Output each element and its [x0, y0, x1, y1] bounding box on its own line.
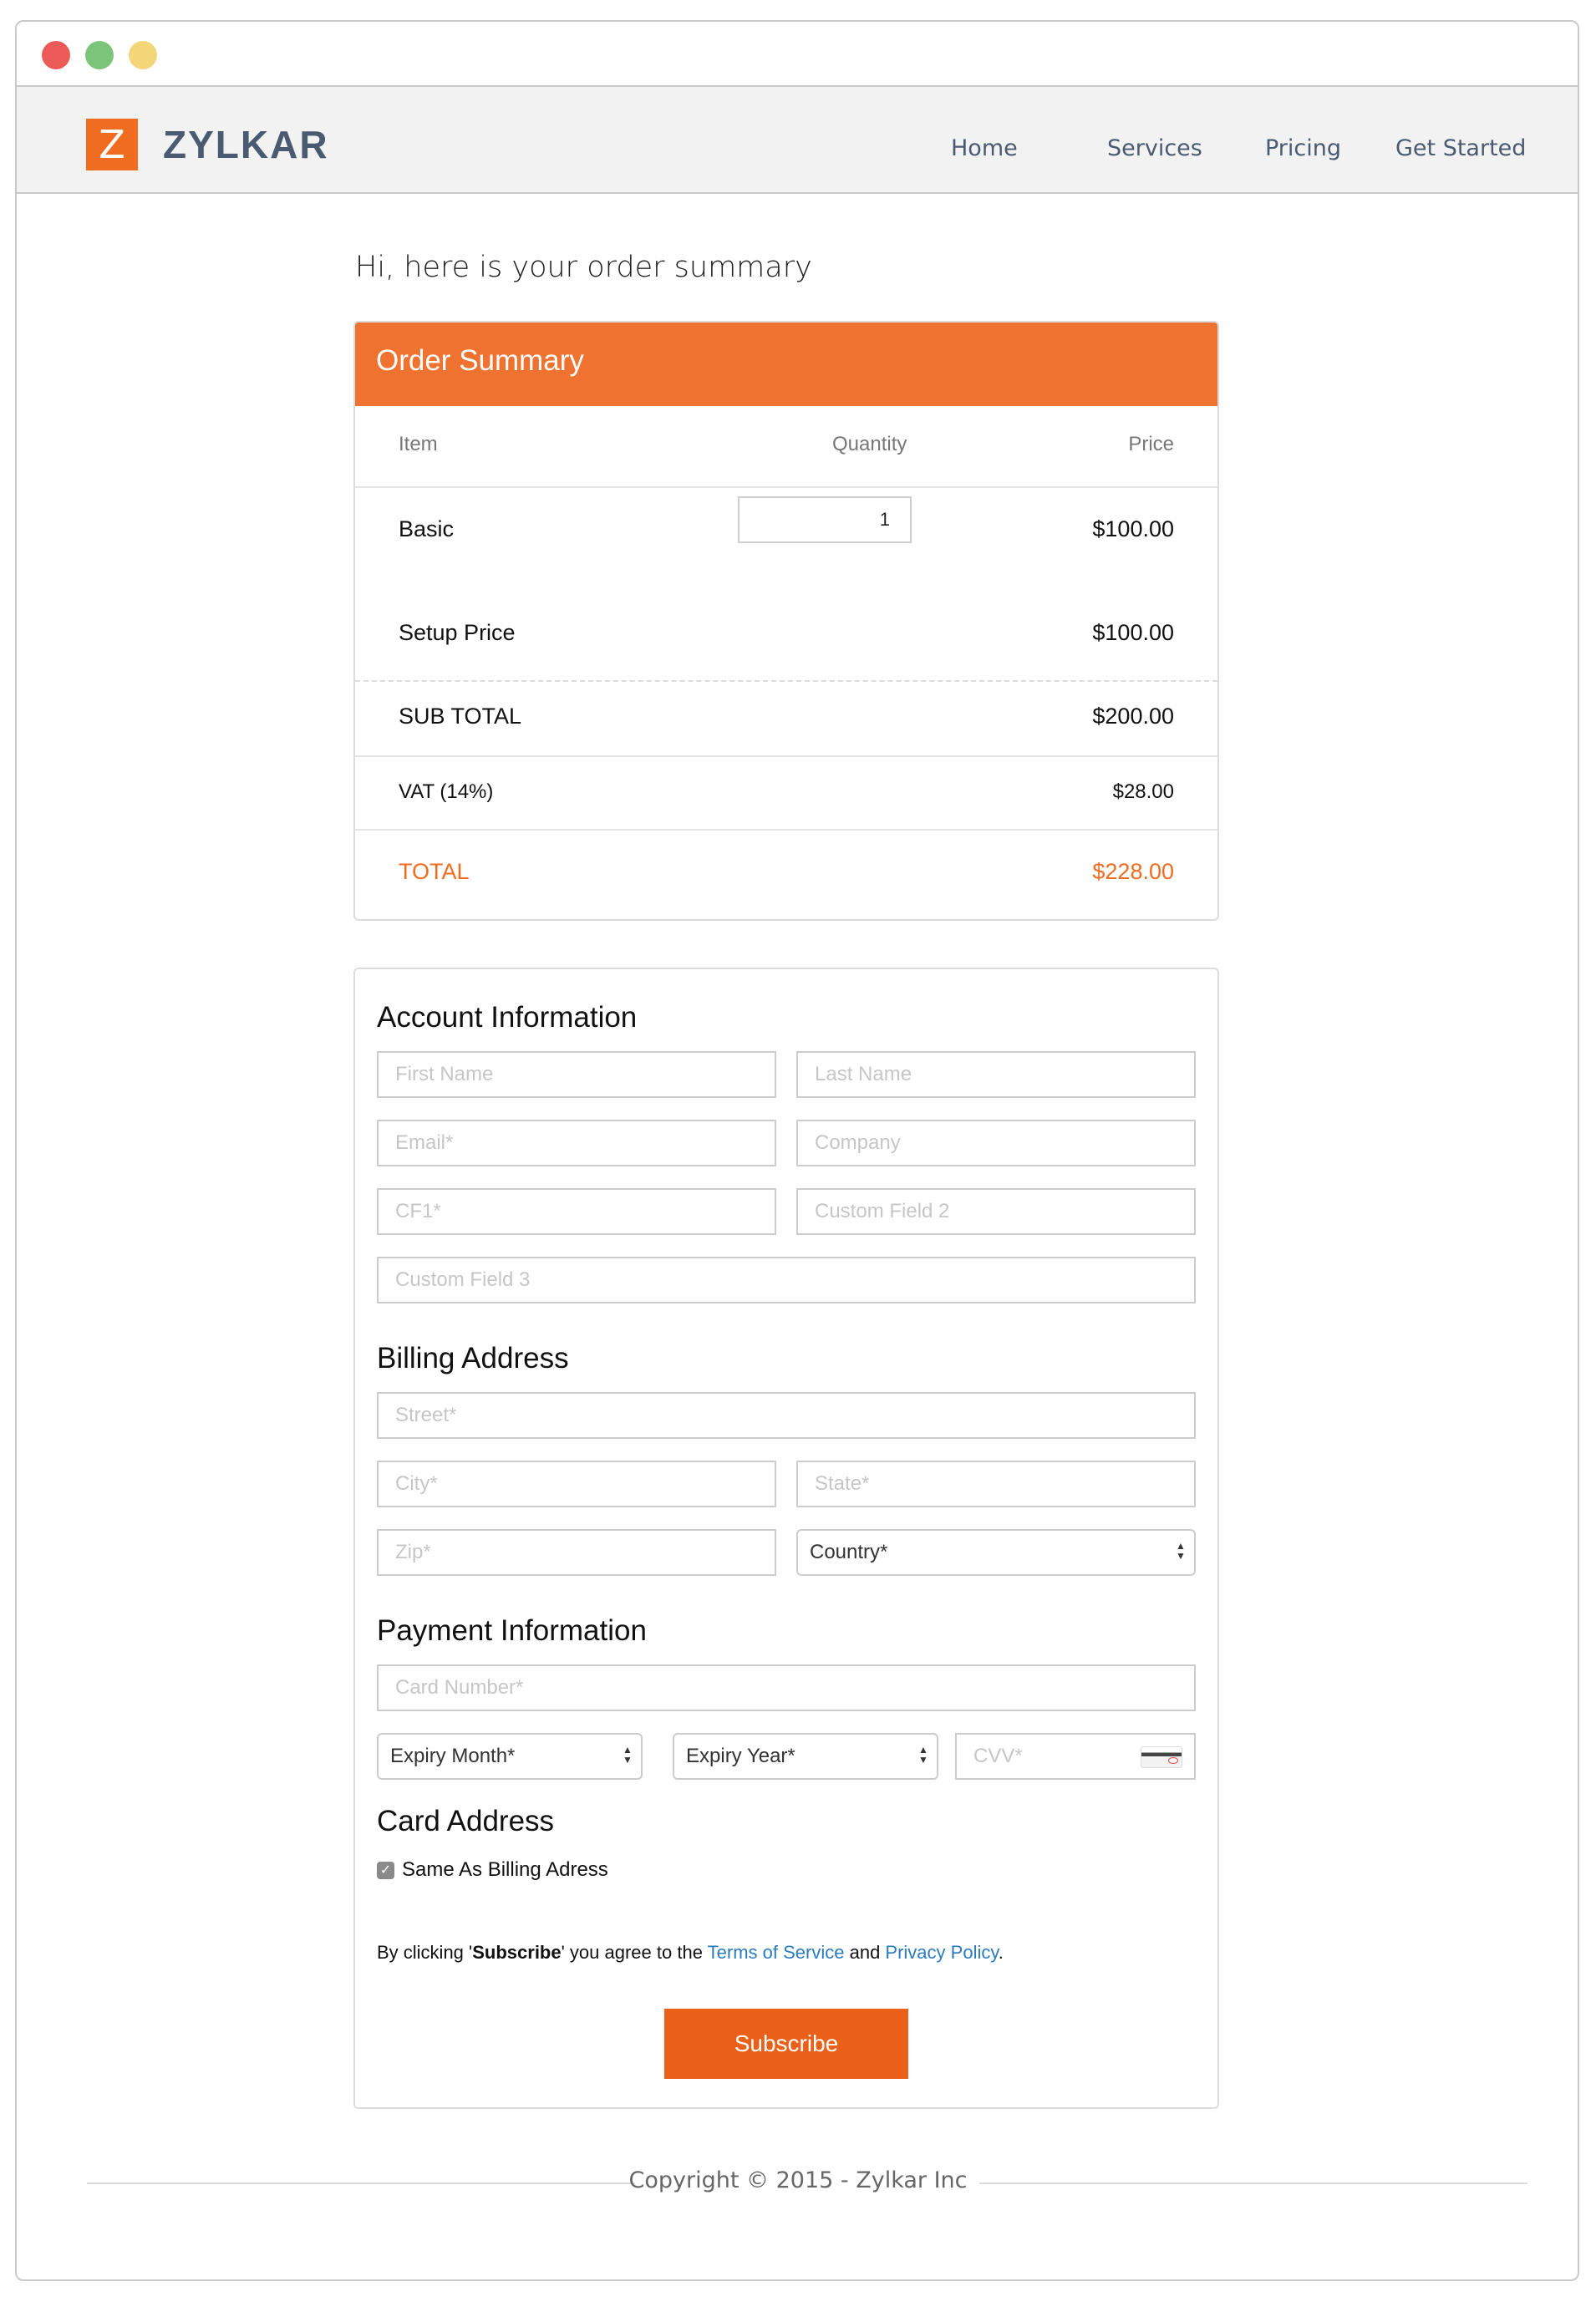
divider — [355, 829, 1217, 831]
subscribe-button[interactable]: Subscribe — [664, 2009, 908, 2079]
zip-field[interactable]: Zip* — [377, 1529, 776, 1576]
nav-home[interactable]: Home — [951, 135, 1018, 161]
select-arrows-icon: ▲ ▼ — [1176, 1540, 1186, 1562]
brand-name[interactable]: ZYLKAR — [163, 123, 329, 166]
maximize-window-button[interactable] — [85, 41, 114, 69]
first-name-field[interactable]: First Name — [377, 1051, 776, 1098]
divider — [355, 755, 1217, 757]
nav-services[interactable]: Services — [1107, 135, 1202, 161]
company-field[interactable]: Company — [796, 1120, 1196, 1166]
expiry-month-select[interactable] — [377, 1733, 643, 1780]
cvv-placeholder: CVV* — [973, 1745, 1023, 1767]
copyright-text: Copyright © 2015 - Zylkar Inc — [628, 2167, 968, 2193]
terms-notice — [377, 1942, 1004, 1964]
cvv-field[interactable] — [955, 1733, 1196, 1780]
terms-and: and — [844, 1942, 886, 1963]
terms-of-service-link[interactable]: Terms of Service — [707, 1942, 845, 1963]
state-field[interactable]: State* — [796, 1461, 1196, 1507]
dashed-divider — [355, 680, 1217, 682]
email-field[interactable]: Email* — [377, 1120, 776, 1166]
line-item-name: Basic — [399, 516, 455, 541]
expiry-year-value: Expiry Year* — [686, 1745, 795, 1767]
terms-suffix: . — [998, 1942, 1004, 1963]
card-address-title: Card Address — [377, 1805, 555, 1837]
terms-prefix: By clicking ' — [377, 1942, 473, 1963]
window-titlebar — [17, 22, 1578, 85]
expiry-year-select[interactable] — [673, 1733, 938, 1780]
select-arrows-icon: ▲ ▼ — [623, 1744, 633, 1766]
checkout-form-card — [353, 968, 1219, 2109]
terms-subscribe-word: Subscribe — [472, 1942, 562, 1963]
close-window-button[interactable] — [42, 41, 70, 69]
privacy-policy-link[interactable]: Privacy Policy — [885, 1942, 999, 1963]
custom-field-2[interactable]: Custom Field 2 — [796, 1188, 1196, 1235]
setup-price-value: $100.00 — [1092, 620, 1174, 645]
setup-price-label: Setup Price — [399, 620, 516, 645]
page-greeting: Hi, here is your order summary — [355, 251, 812, 284]
billing-address-title: Billing Address — [377, 1342, 569, 1375]
logo-icon[interactable]: Z — [86, 119, 138, 170]
same-as-billing-checkbox[interactable]: ✓ — [377, 1862, 394, 1879]
divider — [355, 486, 1217, 488]
subtotal-label: SUB TOTAL — [399, 704, 522, 729]
order-summary-title: Order Summary — [355, 323, 1217, 406]
card-number-field[interactable]: Card Number* — [377, 1664, 1196, 1711]
account-information-title: Account Information — [377, 1001, 638, 1034]
credit-card-icon — [1141, 1746, 1182, 1768]
expiry-month-value: Expiry Month* — [390, 1745, 516, 1767]
country-select[interactable] — [796, 1529, 1196, 1576]
street-field[interactable]: Street* — [377, 1392, 1196, 1439]
last-name-field[interactable]: Last Name — [796, 1051, 1196, 1098]
vat-label: VAT (14%) — [399, 780, 494, 803]
payment-information-title: Payment Information — [377, 1614, 647, 1647]
city-field[interactable]: City* — [377, 1461, 776, 1507]
line-item-price: $100.00 — [1092, 516, 1174, 541]
same-as-billing-label: Same As Billing Adress — [402, 1858, 608, 1881]
total-label: TOTAL — [399, 859, 470, 884]
column-header-item: Item — [399, 433, 438, 455]
cf1-field[interactable]: CF1* — [377, 1188, 776, 1235]
site-header — [17, 85, 1578, 194]
custom-field-3[interactable]: Custom Field 3 — [377, 1257, 1196, 1303]
column-header-price: Price — [1128, 433, 1174, 455]
column-header-quantity: Quantity — [832, 433, 907, 455]
select-arrows-icon: ▲ ▼ — [918, 1744, 928, 1766]
order-summary-card — [353, 321, 1219, 921]
minimize-window-button[interactable] — [129, 41, 157, 69]
total-value: $228.00 — [1092, 859, 1174, 884]
country-select-value: Country* — [810, 1541, 888, 1563]
nav-get-started[interactable]: Get Started — [1395, 135, 1527, 161]
nav-pricing[interactable]: Pricing — [1265, 135, 1342, 161]
subtotal-value: $200.00 — [1092, 704, 1174, 729]
terms-middle: ' you agree to the — [561, 1942, 708, 1963]
vat-value: $28.00 — [1112, 780, 1174, 803]
quantity-input[interactable]: 1 — [738, 496, 912, 543]
